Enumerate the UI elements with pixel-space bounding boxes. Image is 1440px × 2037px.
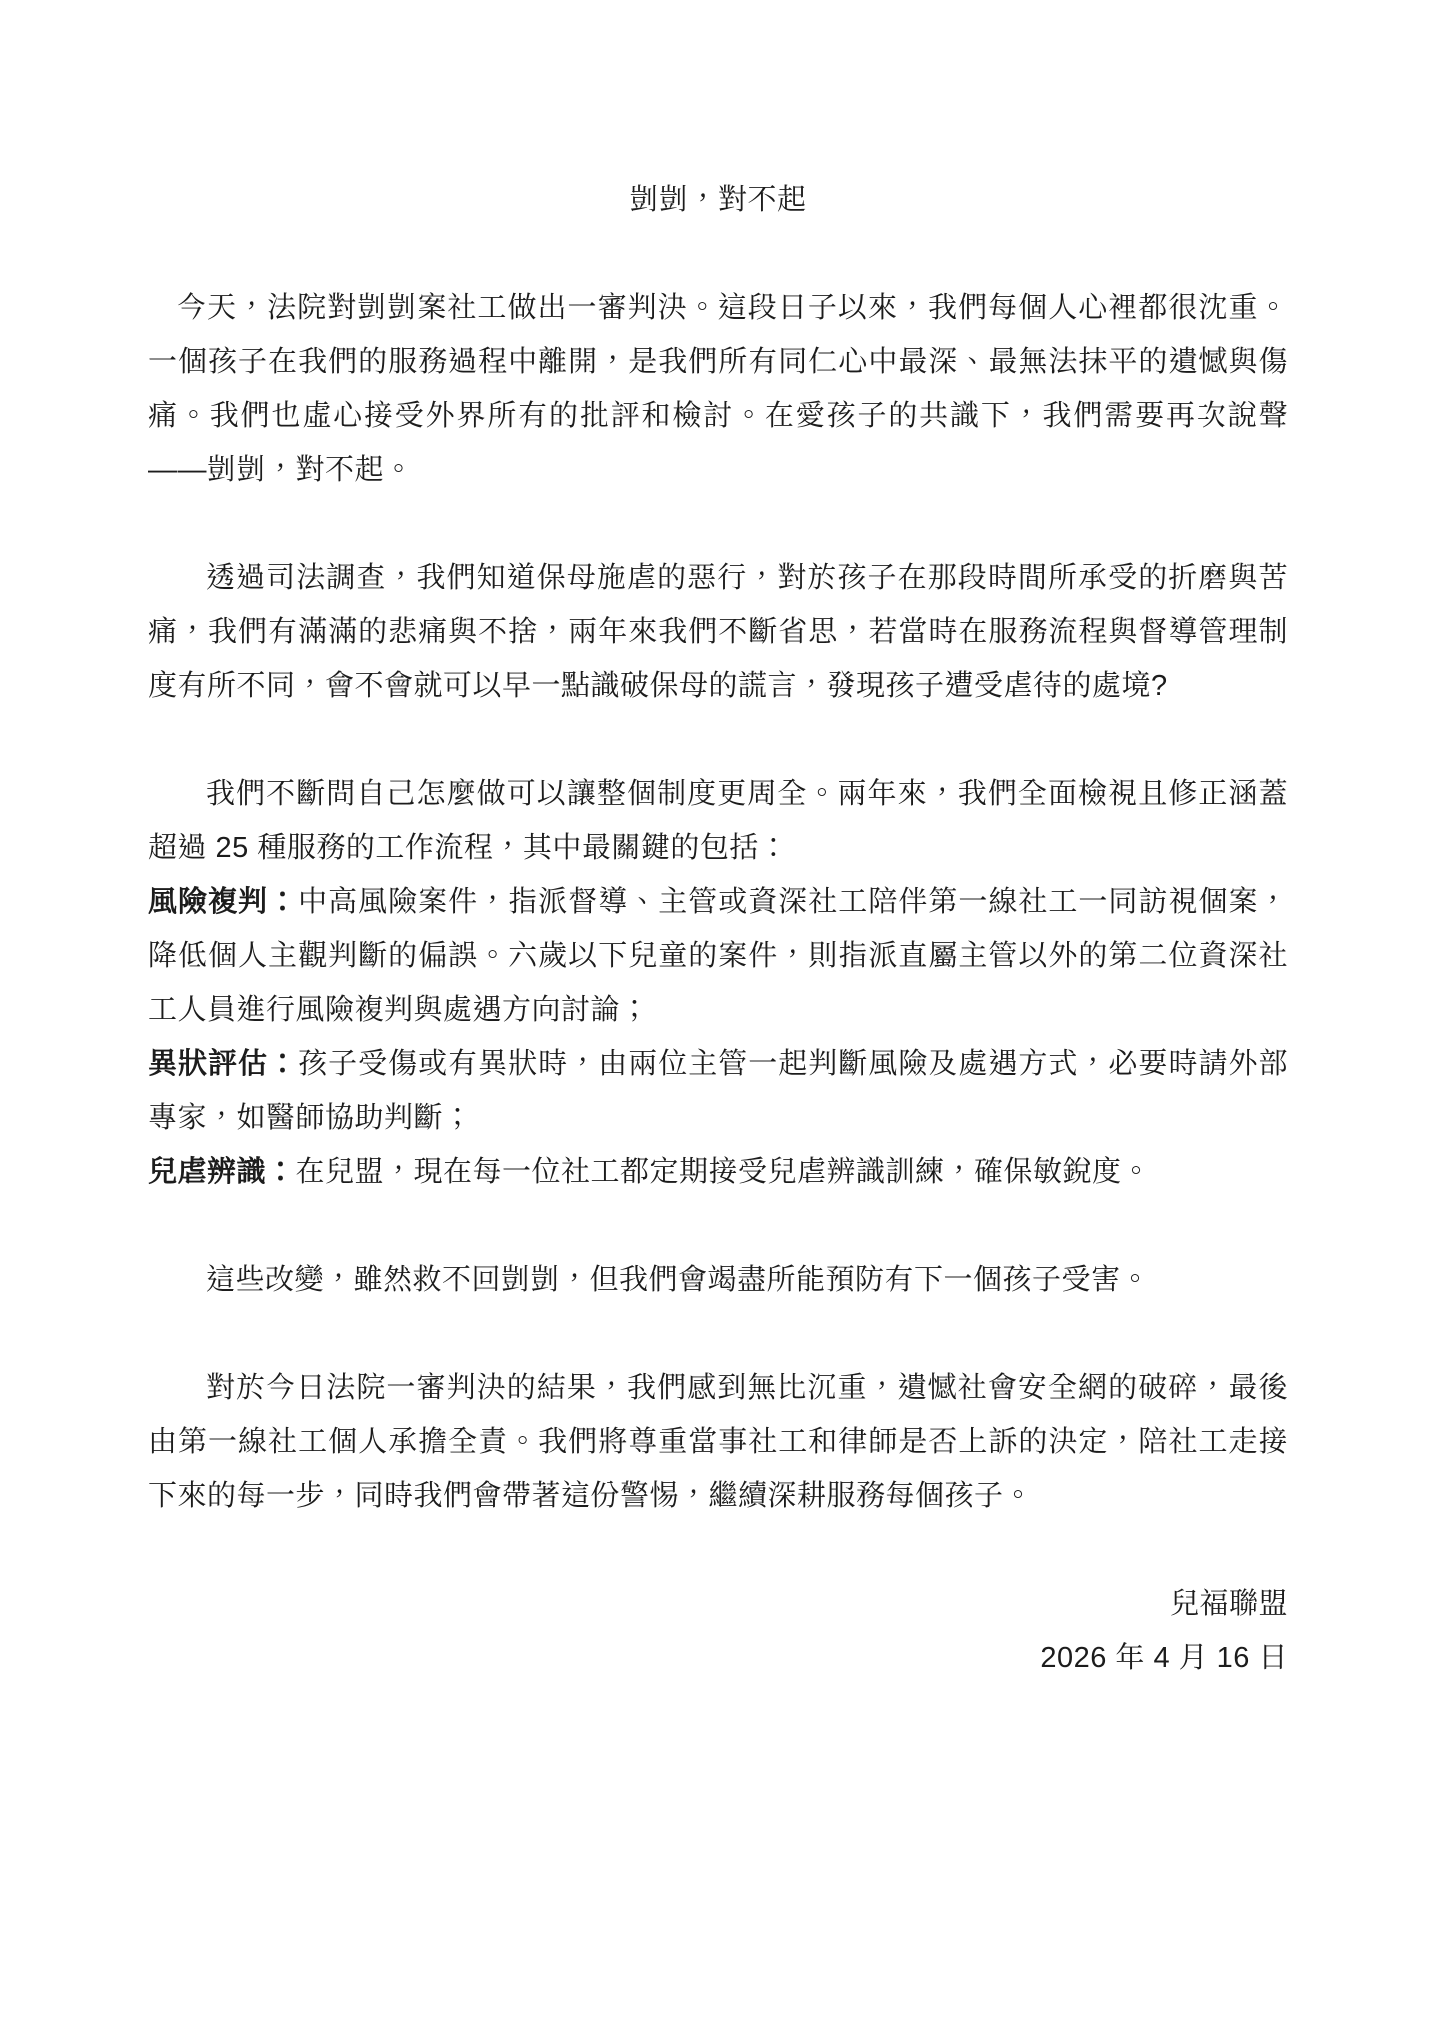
paragraph-reform-abuse-identification [148,1145,1288,1199]
paragraph-intro: 今天，法院對剴剴案社工做出一審判決。這段日子以來，我們每個人心裡都很沈重。一個孩子在我們的服務過程中離開，是我們所有同仁心中最深、最無法抹平的遺憾與傷痛。我們也虛心接受外界所有的批評和檢討。在愛孩子的共識下，我們需要再次說聲——剴剴，對不起。 [148,292,1288,486]
reform-lead-anomaly-assessment: 異狀評估： [148,1048,299,1080]
paragraph-reflection: 透過司法調查，我們知道保母施虐的惡行，對於孩子在那段時間所承受的折磨與苦痛，我們有滿滿的悲痛與不捨，兩年來我們不斷省思，若當時在服務流程與督導管理制度有所不同，會不會就可以早一點識破保母的謊言，發現孩子遭受虐待的處境? [148,562,1288,702]
reform-text-risk-review: 中高風險案件，指派督導、主管或資深社工陪伴第一線社工一同訪視個案，降低個人主觀判斷的偏誤。六歲以下兒童的案件，則指派直屬主管以外的第二位資深社工人員進行風險複判與處遇方向討論； [148,886,1288,1026]
signature-date: 2026 年 4 月 16 日 [1040,1642,1288,1674]
paragraph-reform-risk-review [148,875,1288,1037]
document-title: 剴剴，對不起 [629,184,807,216]
reform-lead-abuse-identification: 兒虐辨識： [148,1156,296,1188]
paragraph-reform-intro: 我們不斷問自己怎麼做可以讓整個制度更周全。兩年來，我們全面檢視且修正涵蓋超過 25 種服務的工作流程，其中最關鍵的包括： [148,778,1288,864]
reform-text-abuse-identification: 在兒盟，現在每一位社工都定期接受兒虐辨識訓練，確保敏銳度。 [295,1156,1152,1188]
signature-block [148,1577,1288,1685]
signature-organization: 兒福聯盟 [1169,1588,1288,1620]
paragraph-reform-anomaly-assessment [148,1037,1288,1145]
reform-text-anomaly-assessment: 孩子受傷或有異狀時，由兩位主管一起判斷風險及處遇方式，必要時請外部專家，如醫師協助判斷； [148,1048,1288,1134]
reform-lead-risk-review: 風險複判： [148,886,299,918]
paragraph-change-note: 這些改變，雖然救不回剴剴，但我們會竭盡所能預防有下一個孩子受害。 [206,1264,1151,1296]
paragraph-verdict-response: 對於今日法院一審判決的結果，我們感到無比沉重，遺憾社會安全網的破碎，最後由第一線社工個人承擔全責。我們將尊重當事社工和律師是否上訴的決定，陪社工走接下來的每一步，同時我們會帶著這份警惕，繼續深耕服務每個孩子。 [148,1372,1288,1512]
